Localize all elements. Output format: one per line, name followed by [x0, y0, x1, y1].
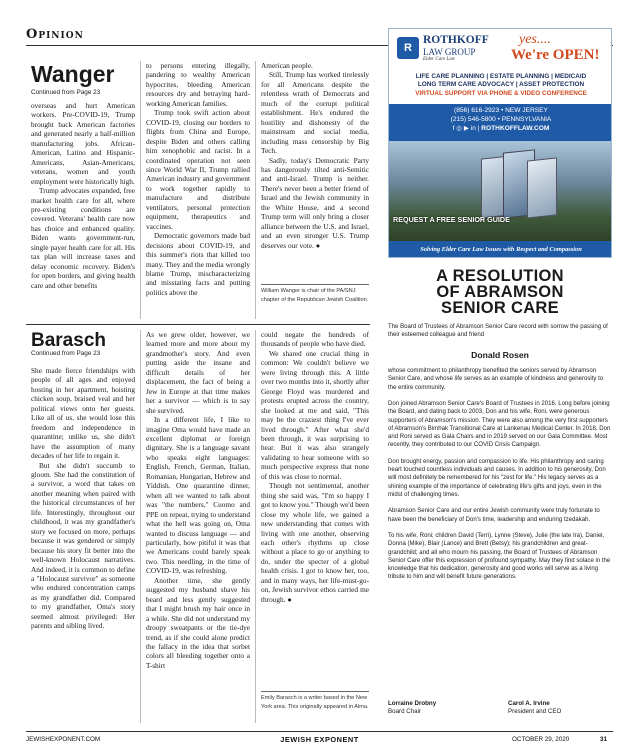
bio-rule — [261, 691, 369, 692]
paragraph: Democratic governors made bad decisions about COVID-19, and this summer's riots that killed too many. They and the media wrongly blame Trump, mischaracterizing and misstating facts and putting politics above the — [146, 231, 250, 297]
footer-rule — [26, 731, 613, 732]
signatory-title: Board Chair — [388, 708, 422, 716]
ad-phone-pa[interactable]: (215) 546-5800 • PENNSYLVANIA — [450, 116, 552, 123]
resolution-title — [388, 268, 612, 316]
barasch-column-2 — [146, 330, 250, 723]
paragraph: Another time, she gently suggested my husband shave his beard and less gently suggested that I might brush my hair once in a while. She did not understand my droopy sweatpants or the tie-dye trend, as if she could alone predict the fallacy in the idea that sorbet colors all bleeding together onto a T-shirt — [146, 575, 250, 670]
ad-services-line-2: LONG TERM CARE ADVOCACY | ASSET PROTECTION — [417, 81, 585, 88]
ad-web-line: f ◎ ▶ in | ROTHKOFFLAW.COM — [452, 125, 550, 132]
paragraph: We shared one crucial thing in common: We couldn't believe we were living through this. A little over two months into it, shortly after George Floyd was murdered and protests erupted across the country, she looked at me and said, "This may be the craziest thing I've ever lived through." After what she'd been through, it was surprising to hear. But it was also strangely validating to hear someone with so much perspective express that none of this was close to normal. — [261, 348, 369, 481]
column-divider — [140, 61, 141, 319]
page-number: 31 — [600, 736, 608, 743]
ad-website-link[interactable]: ROTHKOFFLAW.COM — [481, 125, 550, 132]
paragraph: overseas and hurt American workers. Pre-COVID-19, Trump brought back American factories and generated nearly a half-million manufacturing jobs. African-American, Latino and Hispanic-Americans, Asian-Americans, veterans, women and youth employment were historically high. — [31, 101, 135, 186]
paragraph: As we grew older, however, we learned more and more about my grandmother's story. And even putting aside the insane and difficult details of her displacement, the fact of being a Jew in Europe at that time makes her a survivor — which is to say she survived. — [146, 330, 250, 415]
ad-free-guide-cta[interactable]: REQUEST A FREE SENIOR GUIDE — [393, 215, 510, 224]
wanger-bio: William Wanger is chair of the PA/SNJ chapter of the Republican Jewish Coalition. — [261, 288, 369, 303]
footer-date: OCTOBER 29, 2020 — [512, 736, 570, 743]
ad-phone-nj[interactable]: (856) 616-2923 • NEW JERSEY — [454, 107, 548, 114]
rothkoff-logo-icon: R — [397, 37, 419, 59]
paragraph: Still, Trump has worked tirelessly for all Americans despite the relentless wrath of Democrats and much of the corrupt political establishment. He's endured the hostility and dishonesty of the mainstream and social media, including mass censorship by Big Tech. — [261, 70, 369, 156]
paragraph: Trump took swift action about COVID-19, closing our borders to flights from China and Europe, despite Biden and others calling him xenophobic and racist. In a coordinated operation not seen since World War II, Trump rallied American industry and government to work together rapidly to manufacture and distribute ventilators, personal protection equipment, therapeutics and vaccines. — [146, 108, 250, 231]
paragraph: American people. — [261, 61, 313, 70]
ad-services — [389, 73, 612, 89]
signatory-name: Lorraine Drobny — [388, 700, 437, 707]
article-divider — [26, 324, 370, 325]
paragraph: She made fierce friendships with people of all ages and enjoyed hosting in her apartment, hoisting chicken soup, braised veal and her political views onto her guests. Like all of us, she would lose this freedom and independence in quarantine; unlike us, she didn't have the assumption of many decades of her life to regain it. — [31, 366, 135, 461]
barasch-headline: Barasch — [31, 330, 106, 351]
footer-publication: JEWISH EXPONENT — [280, 735, 359, 744]
wanger-headline: Wanger — [31, 61, 115, 87]
ad-contact-band — [389, 104, 612, 141]
barasch-column-1 — [31, 366, 135, 723]
resolution-title-line: SENIOR CARE — [441, 299, 559, 317]
ad-firm-name-2: LAW GROUP — [423, 47, 476, 57]
signature-president — [508, 700, 561, 717]
paragraph: In a different life, I like to imagine Oma would have made an excellent diplomat or foreign dignitary. She is a language savant who speaks eight languages: English, French, German, Italian, Romanian, Hungarian, Hebrew and Yiddish. One quarantine dinner, when all we wanted to talk about was "the numbers," Cuomo and PPE on repeat, trying to understand what the hell was going on, Oma wanted to discuss language — and particularly, how pitiful it was that we Americans could barely speak two. This needling, in the time of COVID-19, was refreshing. — [146, 415, 250, 576]
footer-website: JEWISHEXPONENT.COM — [26, 736, 101, 743]
wanger-column-2 — [146, 61, 250, 319]
paragraph: But she didn't succumb to gloom. She had the constitution of a survivor, a word that takes on another meaning when paired with the historical circumstances of her life. Interestingly, throughout our childhood, it was my grandfather's story we focused on more, perhaps because it was gendered or simply because his story fit better into the well-known Holocaust narratives. And indeed, it is common to define a "Holocaust survivor" as someone who endured concentration camps as my grandfather did. Compared to my grandfather, Oma's story seemed almost privileged: Her parents and sibling lived. — [31, 460, 135, 631]
guide-book-image — [527, 157, 557, 218]
rothkoff-advertisement[interactable] — [388, 28, 612, 258]
column-divider — [255, 330, 256, 723]
barasch-bio: Emily Barasch is a writer based in the New York area. This originally appeared in Alma. — [261, 695, 369, 710]
paragraph: Don brought energy, passion and compassion to life. His philanthropy and caring heart touched countless individuals and causes. In addition to his generosity, Don will most definitely be remembered for his "zest for life." His legacy serves as a shining example of the importance of celebrating life's gifts and joys, even in the midst of challenging times. — [388, 458, 606, 498]
wanger-column-3 — [261, 61, 369, 280]
ad-services-line-1: LIFE CARE PLANNING | ESTATE PLANNING | MEDICAID — [415, 73, 587, 80]
section-title: Opinion — [26, 27, 84, 42]
resolution-body — [388, 367, 612, 590]
paragraph: Though not sentimental, another thing she said was, "I'm so happy I got to know you." Though we'd been close my whole life, we gained a new understanding that comes with living with one another, observing each other's rhythms up close without a place to go or anything to do, under the specter of a global health crisis. I got to know her, too, and in many ways, her life-must-go-on, Jewish survivor ethos carried me through. ● — [261, 481, 369, 604]
resolution-intro: The Board of Trustees of Abramson Senior Care record with sorrow the passing of their esteemed colleague and friend — [388, 324, 608, 339]
social-icons[interactable]: f ◎ ▶ in — [452, 125, 476, 132]
paragraph: whose commitment to philanthropy benefited the seniors served by Abramson Senior Care, and whose life serves as an example of kindness and generosity to the entire community. — [388, 368, 604, 391]
column-divider — [140, 330, 141, 723]
honoree-name: Donald Rosen — [471, 350, 529, 360]
paragraph: Trump advocates expanded, free market health care for all, where pre-existing conditions are covered. Veterans' health care now has choice and enhanced quality. Biden wants government-run, single payer health care for all. His tax plan will increase taxes and delay economic recovery. Biden's for open borders, and giving health care and other benefits — [31, 186, 135, 290]
ad-firm-subtitle: Elder Care Law — [423, 57, 456, 62]
resolution-title-line: A RESOLUTION — [436, 267, 564, 285]
ad-tagline: Solving Elder Care Law Issues with Respect and Compassion — [389, 241, 612, 258]
paragraph: Don joined Abramson Senior Care's Board of Trustees in 2016. Long before joining the Board, and dating back to 2003, Don and his wife, Roni, were generous supporters of Abramson's mission. They were also among the very first supporters of Abramson's Bimhak Transitional Care at Lankenau Medical Center. In 2018, Don and Roni served as Gala Chairs and in 2019 served on our Gala Committee. Most recently, they contributed to our COVID Crisis Campaign. — [388, 401, 611, 449]
ad-open-text: We're OPEN! — [511, 47, 600, 63]
signature-board-chair — [388, 700, 436, 717]
column-divider — [255, 61, 256, 319]
bio-rule — [261, 284, 369, 285]
paragraph: could negate the hundreds of thousands of people who have died. — [261, 330, 369, 349]
wanger-continued: Continued from Page 23 — [31, 89, 101, 96]
barasch-column-3 — [261, 330, 369, 687]
signatory-name: Carol A. Irvine — [508, 700, 550, 707]
paragraph: Abramson Senior Care and our entire Jewish community were truly fortunate to have been the beneficiary of Don's time, leadership and enduring tzedakah. — [388, 508, 600, 523]
barasch-continued: Continued from Page 23 — [31, 350, 101, 357]
paragraph: Sadly, today's Democratic Party has dangerously tilted anti-Semitic and anti-Israel. Trump is neither. There's never been a better friend of Israel and the Jewish community in the White House, and a second Trump term will only bring a closer alliance between the U.S. and Israel, and an even stronger U.S. Trump deserves our vote. ● — [261, 155, 369, 250]
signatory-title: President and CEO — [508, 708, 562, 716]
resolution-title-line: OF ABRAMSON — [436, 283, 564, 301]
paragraph: To his wife, Roni; children David (Terri), Lynne (Steve), Julie (the late Ira), Daniel, Donna (Mike), Blair (Lance) and Brett (Betsy); his grandchildren and great-grandchild; and all who mourn his passing, the Board of Trustees of Abramson Senior Care offer this expression of profound sympathy. May they find solace in the knowledge that his dedication, generosity and good works will serve as a living tribute to him and will benefit future generations. — [388, 533, 611, 581]
paragraph: to persons entering illegally, pandering to wealthy American hypocrites, bleeding American resources dry and betraying hard-working American families. — [146, 61, 250, 108]
ad-virtual-support: VIRTUAL SUPPORT VIA PHONE & VIDEO CONFERENCE — [415, 90, 587, 97]
ad-yes-text: yes.... — [519, 32, 551, 47]
ad-firm-name: ROTHKOFF — [423, 34, 489, 46]
wanger-column-1 — [31, 101, 135, 320]
